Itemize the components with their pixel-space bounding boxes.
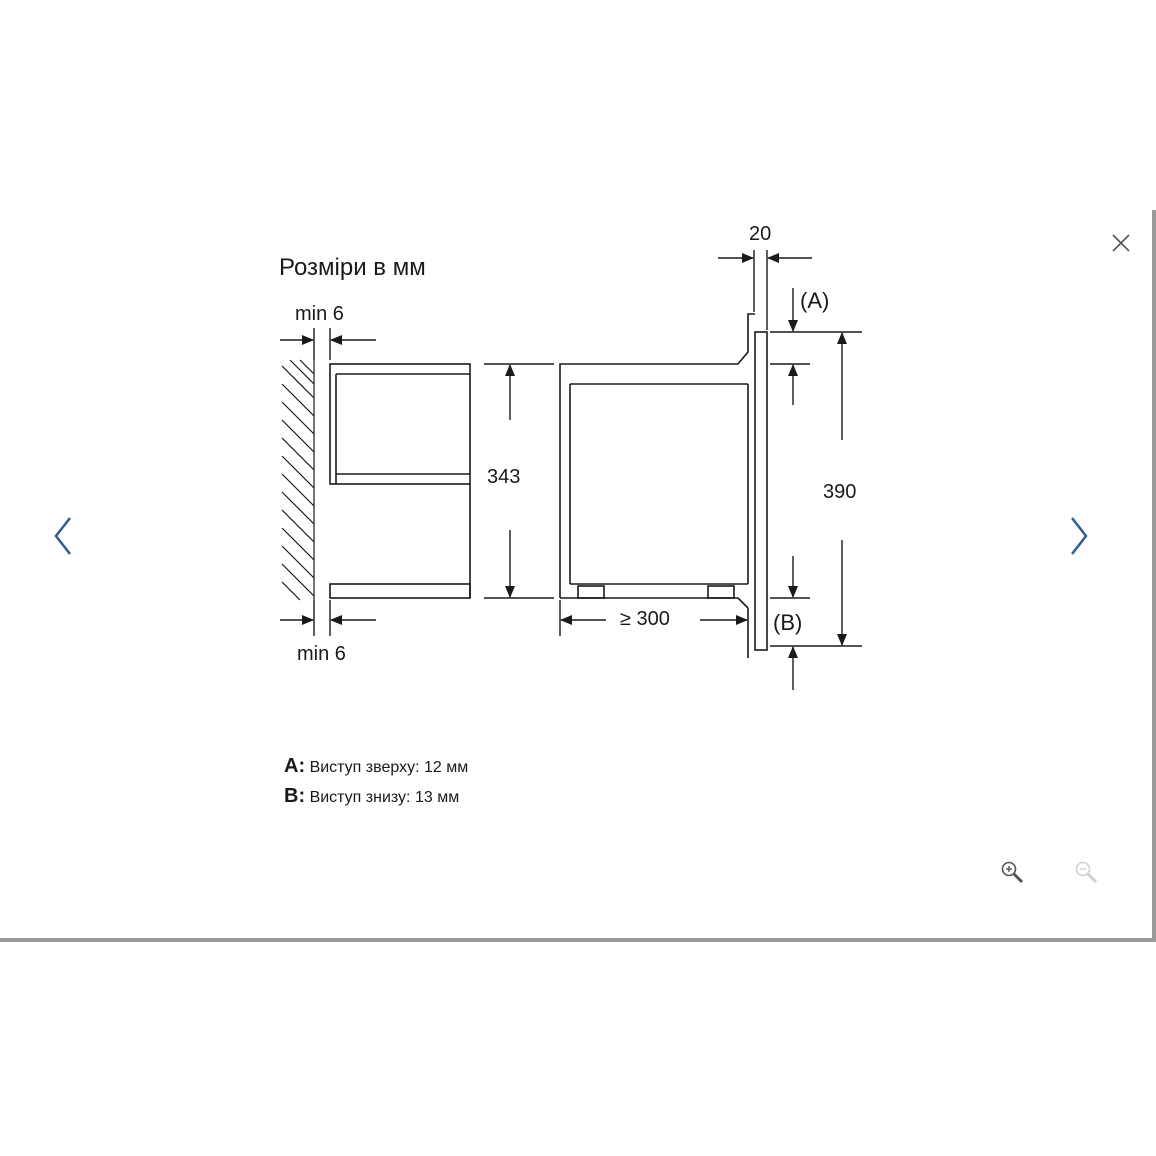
depth-300-label: ≥ 300 bbox=[620, 608, 670, 630]
legend-key-a: A: bbox=[284, 755, 306, 777]
wall-hatching bbox=[282, 360, 314, 600]
legend-text-a: Виступ зверху: 12 мм bbox=[309, 759, 469, 776]
height-343-label: 343 bbox=[487, 466, 521, 488]
height-390-label: 390 bbox=[823, 481, 857, 503]
panel-depth-20-dimension bbox=[718, 250, 812, 330]
legend bbox=[284, 752, 468, 812]
appliance-side-view bbox=[560, 314, 767, 658]
protrusion-b-label: (B) bbox=[773, 610, 803, 635]
gap-dimension-top bbox=[280, 328, 376, 360]
legend-key-b: B: bbox=[284, 785, 306, 807]
panel-depth-20-label: 20 bbox=[749, 223, 772, 245]
legend-row-a bbox=[284, 752, 468, 782]
gap-dimension-bottom bbox=[280, 600, 376, 636]
min-gap-label-bottom: min 6 bbox=[297, 643, 346, 665]
legend-row-b bbox=[284, 782, 468, 812]
legend-text-b: Виступ знизу: 13 мм bbox=[309, 789, 460, 806]
protrusion-a-label: (A) bbox=[800, 288, 830, 313]
cabinet-side-view bbox=[330, 364, 470, 598]
diagram-title: Розміри в мм bbox=[279, 254, 426, 281]
min-gap-label-top: min 6 bbox=[295, 303, 344, 325]
